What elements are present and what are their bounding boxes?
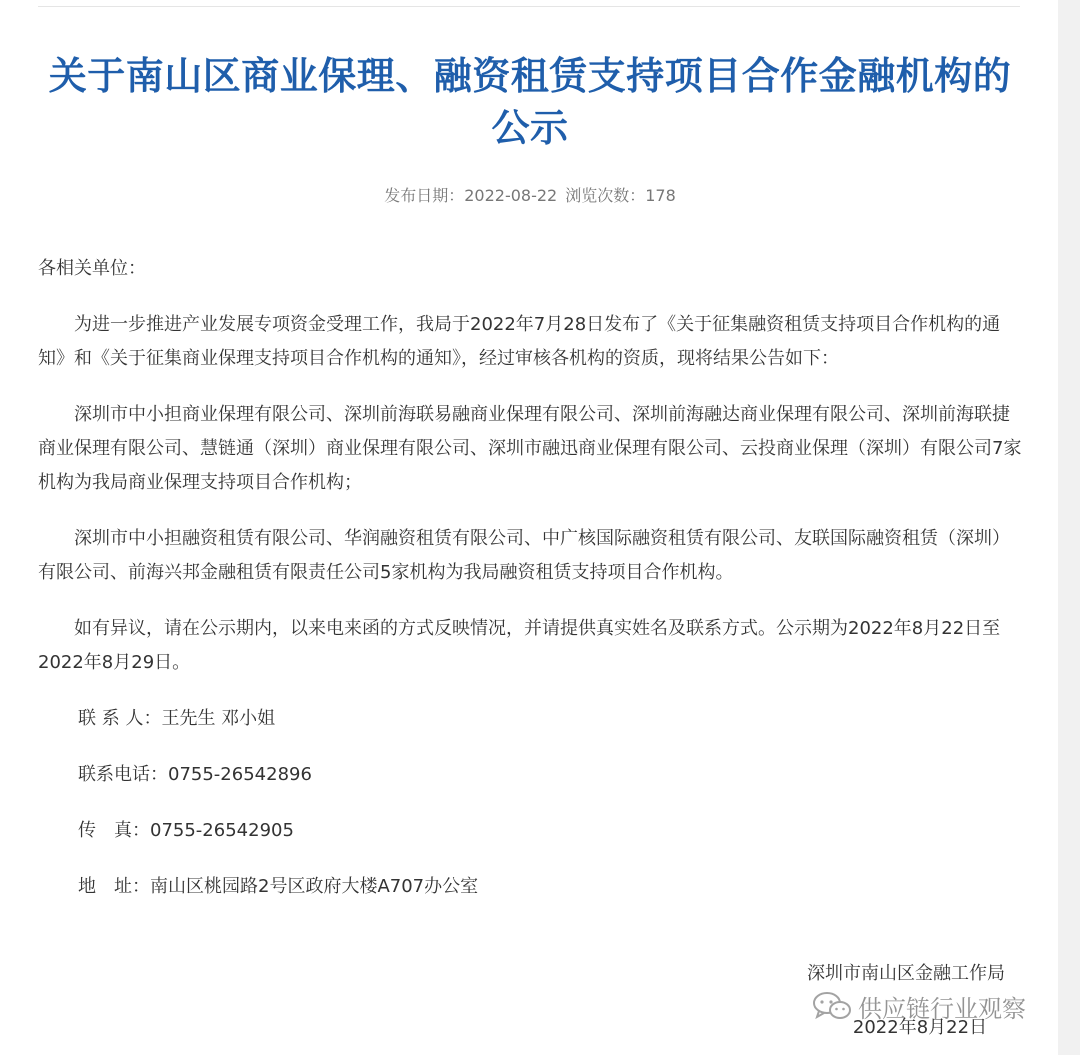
- paragraph-objection: 如有异议，请在公示期内，以来电来函的方式反映情况，并请提供真实姓名及联系方式。公示期为2022年8月22日至2022年8月29日。: [38, 618, 1001, 673]
- view-count: 浏览次数：178: [565, 186, 676, 205]
- salutation: 各相关单位：: [38, 258, 146, 279]
- contact-phone: 联系电话：0755-26542896: [78, 764, 312, 785]
- article-meta: [38, 184, 1022, 208]
- article: [38, 0, 1022, 926]
- signature-org: 深圳市南山区金融工作局: [807, 963, 1005, 984]
- paragraph-intro: 为进一步推进产业发展专项资金受理工作，我局于2022年7月28日发布了《关于征集融资租赁支持项目合作机构的通知》和《关于征集商业保理支持项目合作机构的通知》，经过审核各机构的资质，现将结果公告如下：: [38, 314, 1001, 369]
- watermark-text: 供应链行业观察: [858, 994, 1026, 1023]
- publish-date: 发布日期：2022-08-22: [384, 186, 558, 205]
- wechat-icon: [812, 990, 852, 1022]
- contact-fax: 传 真：0755-26542905: [78, 820, 294, 841]
- paragraph-leasing-list: 深圳市中小担融资租赁有限公司、华润融资租赁有限公司、中广核国际融资租赁有限公司、友联国际融资租赁（深圳）有限公司、前海兴邦金融租赁有限责任公司5家机构为我局融资租赁支持项目合作机构。: [38, 528, 1010, 583]
- page-scrollbar[interactable]: [1058, 0, 1080, 1055]
- paragraph-factoring-list: 深圳市中小担商业保理有限公司、深圳前海联易融商业保理有限公司、深圳前海融达商业保理有限公司、深圳前海联捷商业保理有限公司、慧链通（深圳）商业保理有限公司、深圳市融迅商业保理有限公司、云投商业保理（深圳）有限公司7家机构为我局商业保理支持项目合作机构；: [38, 404, 1022, 493]
- page-title: 关于南山区商业保理、融资租赁支持项目合作金融机构的公示: [48, 54, 1012, 150]
- watermark: [812, 988, 1026, 1024]
- contact-person: 联 系 人：王先生 邓小姐: [78, 708, 276, 729]
- contact-address: 地 址：南山区桃园路2号区政府大楼A707办公室: [78, 876, 479, 897]
- article-body: [38, 252, 1022, 904]
- signature-date: 2022年8月22日: [852, 1017, 988, 1038]
